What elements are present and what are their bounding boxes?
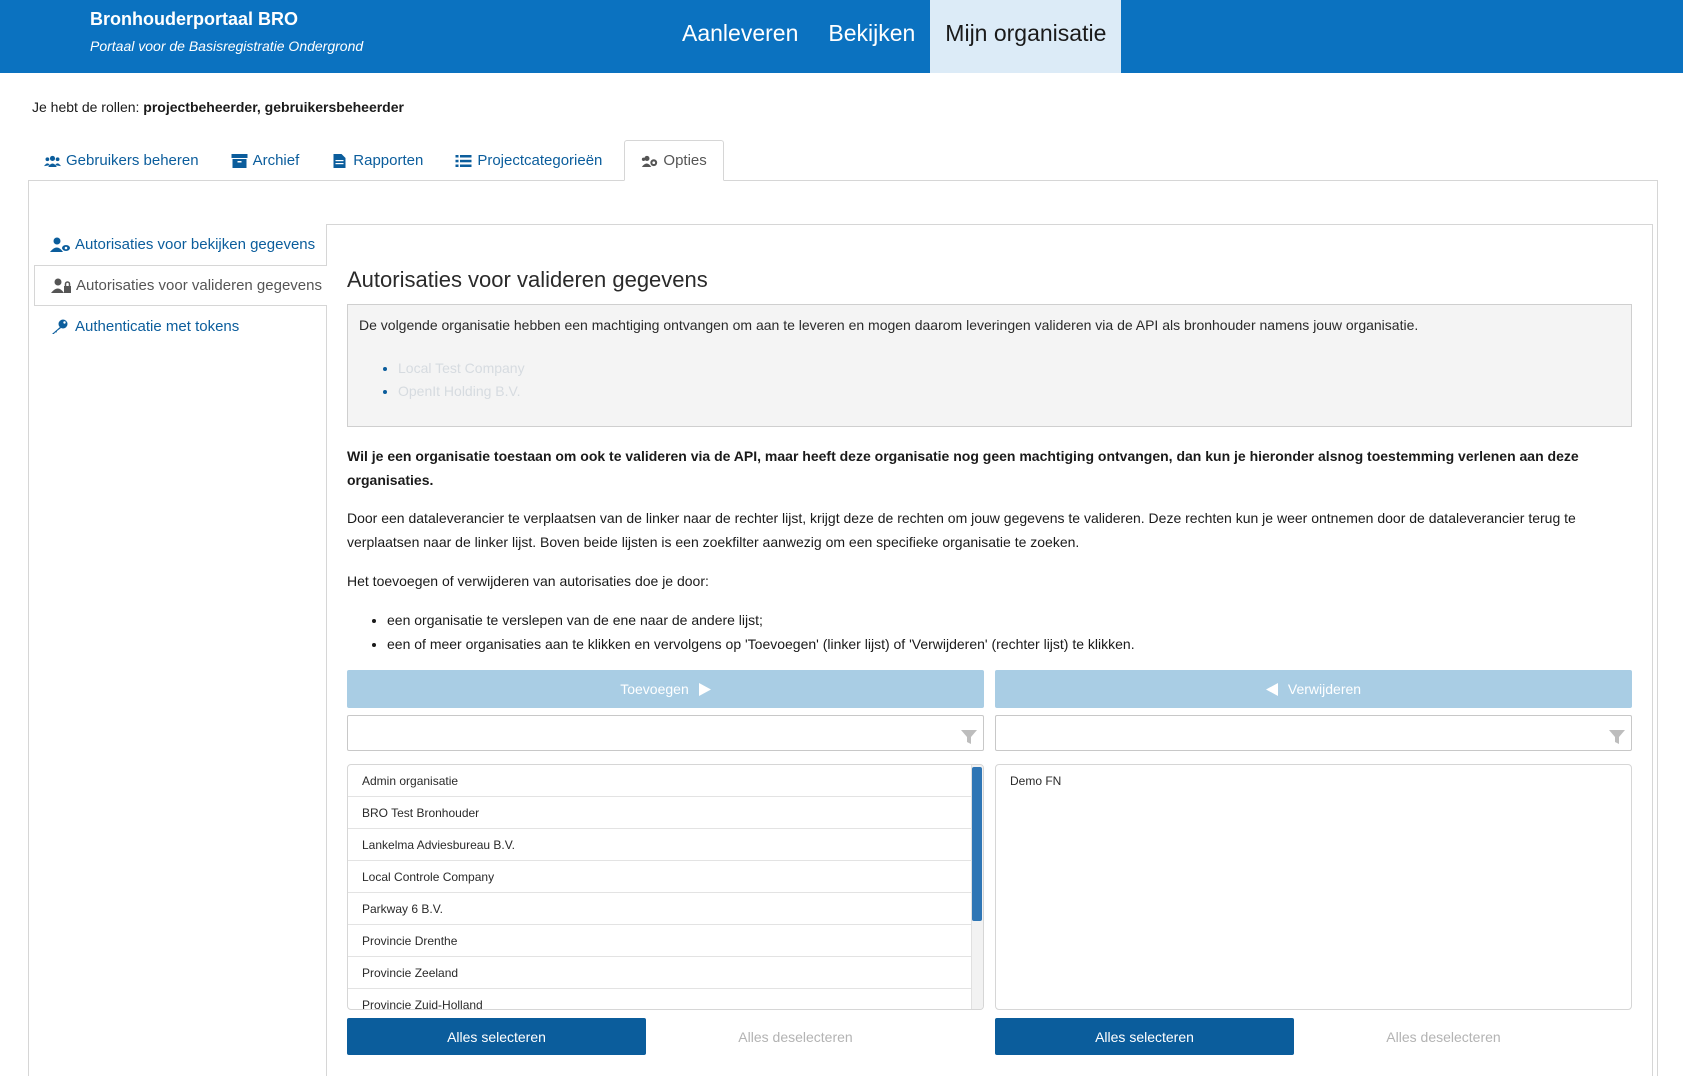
sidebar-item-valideren[interactable] [34, 265, 327, 306]
user-lock-icon [51, 278, 71, 293]
right-select-all-button[interactable]: Alles selecteren [995, 1018, 1294, 1055]
sidebar-item-bekijken[interactable] [34, 224, 327, 265]
content-panel [326, 224, 1653, 1076]
nav-mijn-organisatie[interactable]: Mijn organisatie [930, 0, 1121, 73]
roles-prefix: Je hebt de rollen: [32, 99, 144, 115]
nav-bekijken[interactable]: Bekijken [828, 20, 916, 46]
tab-label: Archief [252, 151, 300, 169]
app-subtitle: Portaal voor de Basisregistratie Ondergrond [90, 38, 364, 54]
tab-label: Projectcategorieën [477, 151, 603, 169]
list-item[interactable]: BRO Test Bronhouder [348, 797, 973, 829]
filter-icon [961, 730, 977, 744]
filter-icon [1609, 730, 1625, 744]
list-item: • een of meer organisaties aan te klikken en vervolgens op 'Toevoegen' (linker lijst) of 'Verwijderen' (rechter lijst) te klikken. [387, 632, 1135, 656]
user-eye-icon [50, 237, 70, 252]
left-deselect-all-button[interactable]: Alles deselecteren [738, 1028, 853, 1045]
list-item[interactable]: Admin organisatie [348, 765, 973, 797]
tab-label: Rapporten [353, 151, 424, 169]
tab-gebruikers-beheren[interactable] [28, 140, 215, 181]
list-item: • OpenIt Holding B.V. [398, 380, 525, 403]
add-button-label: Toevoegen [620, 681, 689, 697]
explanation-text: Door een dataleverancier te verplaatsen van de linker naar de rechter lijst, krijgt deze de rechten om jouw gegevens te valideren. Deze rechten kun je weer ontnemen door de dataleverancier terug te verplaatsen naar de linker lijst. Boven beide lijsten is een zoekfilter aanwezig om een specifieke organisatie te zoeken. [347, 510, 1576, 550]
play-left-icon [1266, 683, 1278, 696]
remove-button[interactable] [995, 670, 1632, 708]
available-orgs-list[interactable] [347, 764, 984, 1010]
scrollbar-thumb[interactable] [972, 767, 982, 921]
tab-opties[interactable] [624, 140, 723, 181]
left-select-all-button[interactable]: Alles selecteren [347, 1018, 646, 1055]
add-button[interactable] [347, 670, 984, 708]
left-filter [347, 715, 984, 751]
app-title: Bronhouderportaal BRO [90, 9, 299, 29]
page-title: Autorisaties voor valideren gegevens [347, 267, 708, 292]
roles-text [32, 99, 404, 115]
play-right-icon [699, 683, 711, 696]
file-icon [331, 154, 348, 168]
info-box [347, 304, 1632, 427]
list-item[interactable]: Lankelma Adviesbureau B.V. [348, 829, 973, 861]
options-sidebar [34, 224, 327, 347]
tab-rapporten[interactable] [315, 140, 439, 181]
top-header [0, 0, 1683, 73]
tab-projectcategorieen[interactable] [439, 140, 618, 181]
list-item: • een organisatie te verslepen van de ene naar de andere lijst; [387, 608, 1135, 632]
brand[interactable] [90, 8, 363, 56]
authorized-orgs-list[interactable] [995, 764, 1632, 1010]
list-item[interactable]: Local Controle Company [348, 861, 973, 893]
list-item[interactable]: Parkway 6 B.V. [348, 893, 973, 925]
sidebar-item-label: Authenticatie met tokens [75, 318, 240, 335]
authorized-org-list [398, 357, 525, 403]
tab-bar [28, 140, 724, 181]
users-cog-icon [641, 154, 658, 168]
sidebar-item-tokens[interactable] [34, 306, 327, 347]
archive-icon [231, 154, 248, 168]
right-filter [995, 715, 1632, 751]
list-item: • Local Test Company [398, 357, 525, 380]
list-item[interactable]: Provincie Zeeland [348, 957, 973, 989]
nav-aanleveren[interactable]: Aanleveren [682, 20, 799, 46]
right-deselect-all-button[interactable]: Alles deselecteren [1386, 1028, 1501, 1045]
tab-archief[interactable] [215, 140, 316, 181]
info-text: De volgende organisatie hebben een machtiging ontvangen om aan te leveren en mogen daarom leveringen valideren via de API als bronhouder namens jouw organisatie. [359, 317, 1419, 333]
main-navigation [667, 0, 1121, 73]
users-icon [44, 154, 61, 168]
list-item[interactable]: Demo FN [1010, 774, 1062, 788]
intro-bold-text: Wil je een organisatie toestaan om ook te valideren via de API, maar heeft deze organisatie nog geen machtiging ontvangen, dan kun je hieronder alsnog toestemming verlenen aan deze organisaties. [347, 448, 1579, 488]
list-item[interactable]: Provincie Zuid-Holland [348, 989, 973, 1010]
tab-label: Gebruikers beheren [66, 151, 199, 169]
list-item[interactable]: Provincie Drenthe [348, 925, 973, 957]
key-icon [50, 319, 70, 334]
right-filter-input[interactable] [996, 716, 1586, 750]
tab-label: Opties [663, 151, 707, 169]
remove-button-label: Verwijderen [1287, 681, 1362, 697]
instruction-list [387, 608, 1135, 656]
list-icon [455, 154, 472, 168]
left-filter-input[interactable] [348, 716, 938, 750]
scrollbar[interactable] [971, 765, 983, 1010]
sidebar-item-label: Autorisaties voor bekijken gegevens [75, 236, 316, 253]
roles-value: projectbeheerder, gebruikersbeheerder [143, 99, 404, 115]
instruction-text: Het toevoegen of verwijderen van autorisaties doe je door: [347, 573, 709, 589]
sidebar-item-label: Autorisaties voor valideren gegevens [76, 277, 322, 294]
